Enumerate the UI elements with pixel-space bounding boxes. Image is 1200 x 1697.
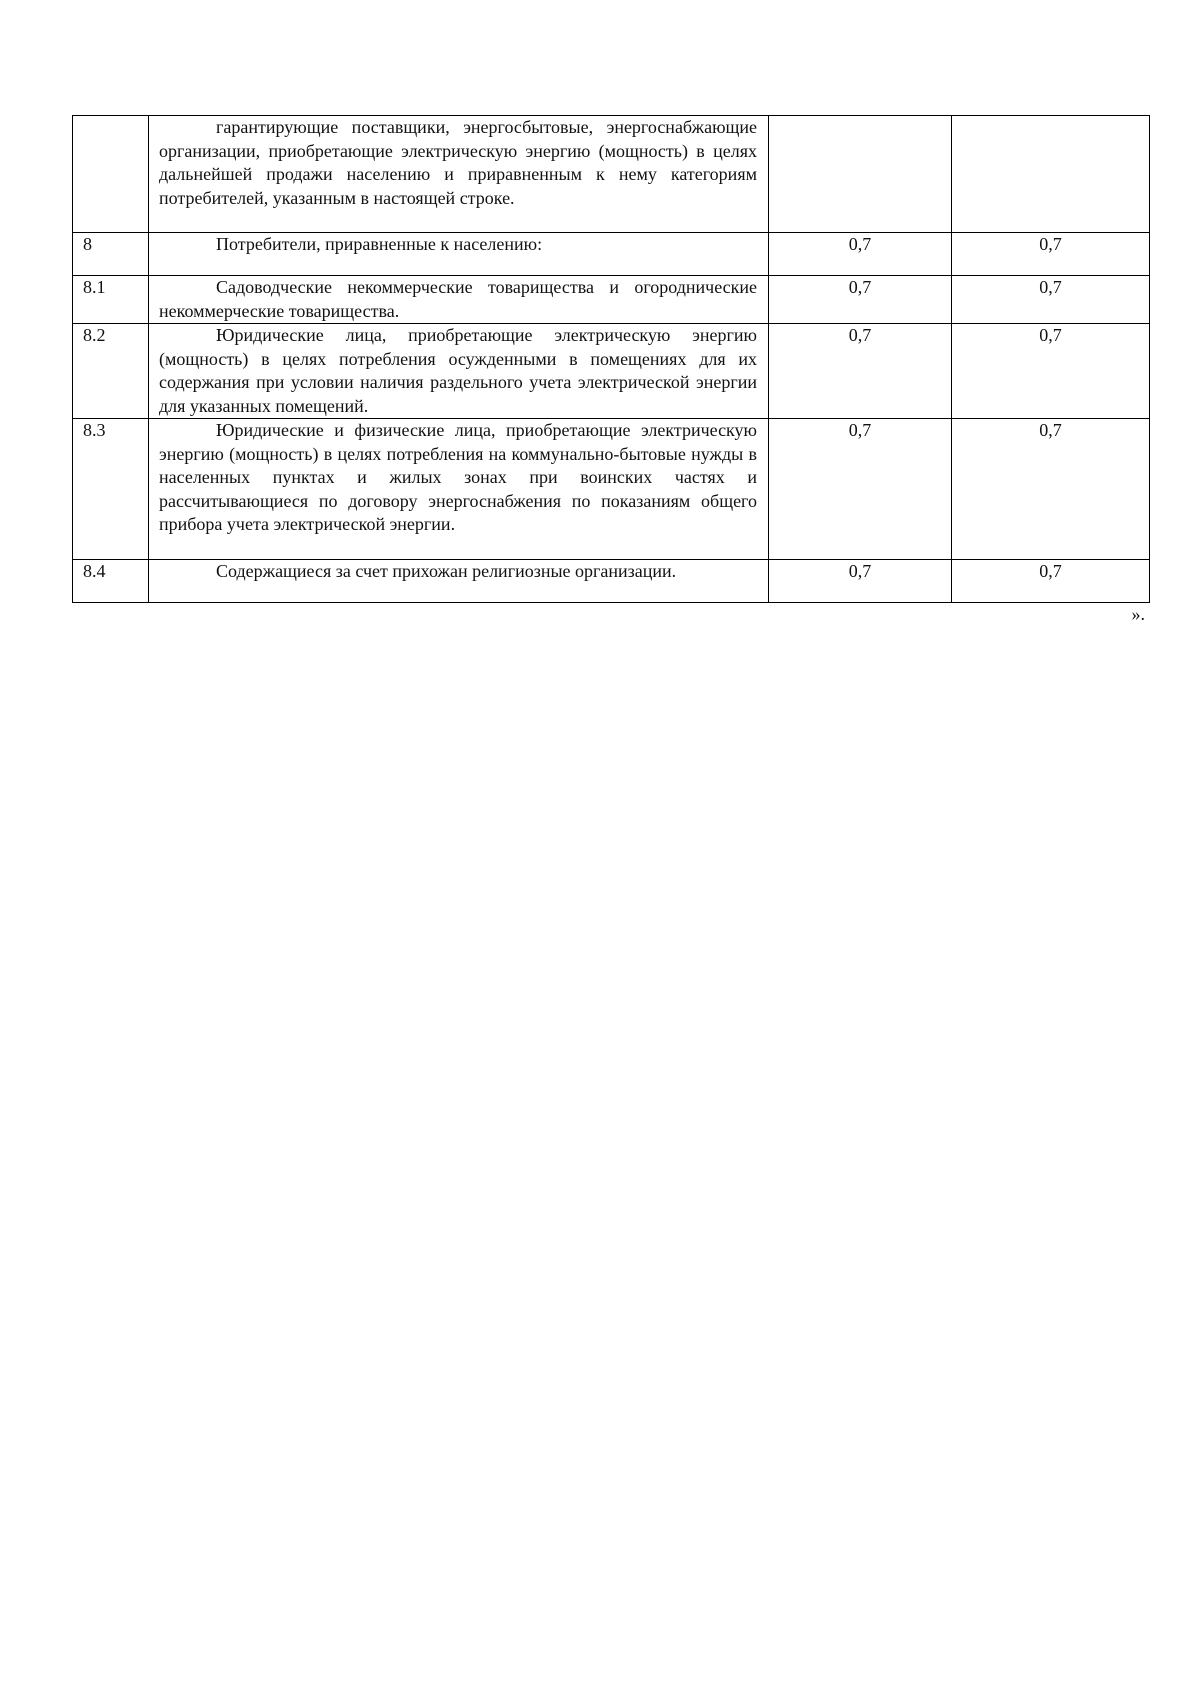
tariff-table	[72, 115, 1150, 603]
row-description-text: Садоводческие некоммерческие товарищества и огороднические некоммерческие товарищества.	[159, 277, 757, 321]
row-value-1	[769, 116, 952, 233]
row-value-2: 0,7	[952, 233, 1150, 276]
row-description-text: Содержащиеся за счет прихожан религиозные организации.	[216, 561, 677, 581]
table-row	[73, 276, 1150, 324]
row-description	[149, 233, 769, 276]
row-number	[73, 116, 149, 233]
table-row	[73, 324, 1150, 419]
row-value-1: 0,7	[769, 560, 952, 603]
row-value-1: 0,7	[769, 324, 952, 419]
row-description-text: гарантирующие поставщики, энергосбытовые, энергоснабжающие организации, приобретающие электрическую энергию (мощность) в целях дальнейшей продажи населению и приравненным к нему категориям потребителей, указанным в настоящей строке.	[159, 117, 757, 208]
row-value-2: 0,7	[952, 324, 1150, 419]
row-number: 8.1	[73, 276, 149, 324]
row-value-2: 0,7	[952, 419, 1150, 560]
row-description	[149, 324, 769, 419]
table-row	[73, 419, 1150, 560]
row-number: 8	[73, 233, 149, 276]
row-number: 8.2	[73, 324, 149, 419]
table-row	[73, 233, 1150, 276]
row-value-1: 0,7	[769, 276, 952, 324]
row-description	[149, 116, 769, 233]
row-description-text: Потребители, приравненные к населению:	[216, 234, 543, 254]
table-row	[73, 560, 1150, 603]
row-description	[149, 419, 769, 560]
row-description	[149, 560, 769, 603]
row-value-2: 0,7	[952, 560, 1150, 603]
closing-quote-mark: ».	[1131, 604, 1145, 624]
row-value-2	[952, 116, 1150, 233]
table-row	[73, 116, 1150, 233]
row-number: 8.4	[73, 560, 149, 603]
row-value-2: 0,7	[952, 276, 1150, 324]
row-value-1: 0,7	[769, 419, 952, 560]
row-description-text: Юридические и физические лица, приобретающие электрическую энергию (мощность) в целях потребления на коммунально-бытовые нужды в населенных пунктах и жилых зонах при воинских частях и рассчитывающиеся по договору энергоснабжения по показаниям общего прибора учета электрической энергии.	[159, 420, 757, 534]
row-value-1: 0,7	[769, 233, 952, 276]
row-number: 8.3	[73, 419, 149, 560]
row-description-text: Юридические лица, приобретающие электрическую энергию (мощность) в целях потребления осужденными в помещениях для их содержания при условии наличия раздельного учета электрической энергии для указанных помещений.	[159, 325, 757, 416]
row-description	[149, 276, 769, 324]
